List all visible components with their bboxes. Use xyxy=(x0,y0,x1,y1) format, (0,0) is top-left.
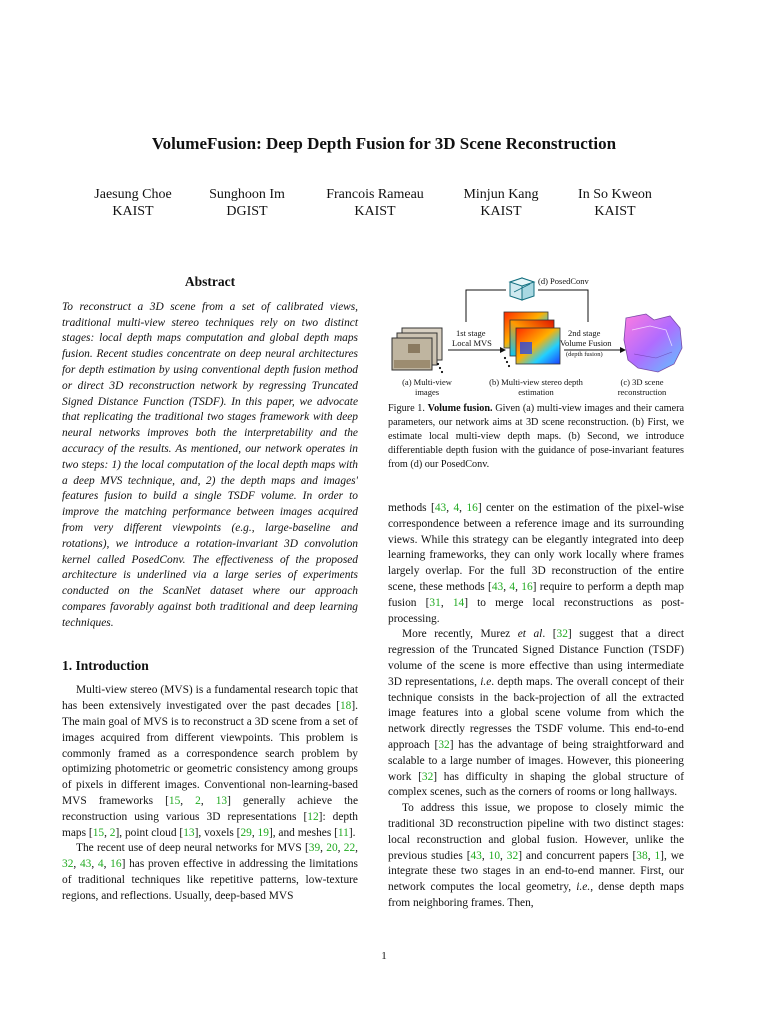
figure-1 xyxy=(388,268,688,398)
citation-link[interactable]: 13 xyxy=(183,826,195,839)
citation-link[interactable]: 4 xyxy=(97,858,104,871)
depth-maps xyxy=(504,312,560,367)
citation-link[interactable]: 19 xyxy=(257,826,269,839)
intro-paragraph-2: The recent use of deep neural networks for MVS [39, 20, 22, 32, 43, 4, 16] has proven effective in addressing the limitations of traditional techniques like repetitive patterns, low-texture regions, and reflections. Usually, deep-based MVS xyxy=(62,842,358,902)
citation-link[interactable]: 32 xyxy=(506,849,519,862)
paper-title: VolumeFusion: Deep Depth Fusion for 3D Scene Reconstruction xyxy=(151,134,617,153)
citation-link[interactable]: 43 xyxy=(470,849,482,862)
author xyxy=(182,186,312,220)
author-affiliation: KAIST xyxy=(594,204,636,219)
author xyxy=(310,186,440,220)
citation-link[interactable]: 31 xyxy=(429,596,441,609)
citation-link[interactable]: 20 xyxy=(326,842,338,855)
citation-link[interactable]: 16 xyxy=(110,858,122,871)
author-affiliation: KAIST xyxy=(112,204,154,219)
citation-link[interactable]: 2 xyxy=(109,826,116,839)
caption-number: Figure 1. xyxy=(388,403,425,414)
caption-title: Volume fusion. xyxy=(427,403,493,414)
citation-link[interactable]: 1 xyxy=(654,849,661,862)
citation-link[interactable]: 11 xyxy=(337,826,349,839)
author-affiliation: DGIST xyxy=(226,204,268,219)
figure-1-caption xyxy=(388,402,684,472)
italic-text: et al xyxy=(517,628,543,641)
author-affiliation: KAIST xyxy=(480,204,522,219)
author xyxy=(68,186,198,220)
citation-link[interactable]: 39 xyxy=(308,842,321,855)
author-name: In So Kweon xyxy=(578,187,652,202)
citation-link[interactable]: 43 xyxy=(79,858,92,871)
intro-paragraph-1: Multi-view stereo (MVS) is a fundamental research topic that has been extensively investigated over the past decades [18]. The main goal of MVS is to reconstruct a 3D scene from a set of images acquired from different viewpoints. This problem is commonly framed as a correspondence search problem by optimizing photometric or geometric consistency among groups of pixels in different images. Conventional non-learning-based MVS frameworks [15, 2, 13] generally achieve the reconstruction using various 3D representations [12]: depth maps [15, 2], point cloud [13], voxels [29, 19], and meshes [11]. xyxy=(62,684,358,839)
multi-view-images xyxy=(392,328,443,373)
section-heading-introduction: 1. Introduction xyxy=(62,657,149,673)
caption-text: Given (a) multi-view images and their camera parameters, our network aims at 3D scene reconstruction. (b) First, we estimate local multi-view depth maps. (b) Second, we introduce differentiable depth fusion with the guidance of pose-invariant features from (d) our PosedConv. xyxy=(388,403,685,470)
citation-link[interactable]: 13 xyxy=(215,794,228,807)
citation-link[interactable]: 2 xyxy=(195,794,201,807)
author-name: Francois Rameau xyxy=(326,187,424,202)
right-column xyxy=(388,501,684,912)
citation-link[interactable]: 22 xyxy=(343,842,356,855)
author xyxy=(550,186,680,220)
author-name: Minjun Kang xyxy=(463,187,539,202)
citation-link[interactable]: 4 xyxy=(509,580,516,593)
author-name: Jaesung Choe xyxy=(94,187,172,202)
posedconv-icon xyxy=(510,278,534,300)
citation-link[interactable]: 15 xyxy=(168,794,181,807)
citation-link[interactable]: 32 xyxy=(556,628,568,641)
citation-link[interactable]: 29 xyxy=(240,826,252,839)
left-column xyxy=(62,274,358,904)
citation-link[interactable]: 4 xyxy=(453,502,460,514)
label-c-3d-scene: (c) 3D scene reconstruction xyxy=(617,377,667,397)
page-number: 1 xyxy=(381,950,387,962)
citation-link[interactable]: 18 xyxy=(339,700,352,713)
label-stage-1: 1st stage xyxy=(456,328,486,338)
citation-link[interactable]: 32 xyxy=(438,738,450,751)
label-volume-fusion: Volume Fusion xyxy=(560,338,612,348)
citation-link[interactable]: 38 xyxy=(636,849,648,862)
citation-link[interactable]: 43 xyxy=(491,580,504,593)
right-paragraph-1: methods [43, 4, 16] center on the estimation of the pixel-wise correspondence between a reference image and its surrounding views. While this strategy can be elegantly integrated into deep learning frameworks, they can only work locally where frames largely overlap. For the full 3D reconstruction of the entire scene, these methods [43, 4, 16] require to perform a depth map fusion [31, 14] to merge local reconstructions as post-processing. xyxy=(388,502,685,625)
abstract-heading: Abstract xyxy=(184,274,236,289)
right-paragraph-2: More recently, Murez et al. [32] suggest that a direct regression of the Truncated Signed Distance Function (TSDF) volume of the scene is more effective than using intermediate 3D representations, i.e. depth maps. The overall concept of their technique consists in the back-projection of all the extracted image features into a global scene volume from which the network directly regresses the TSDF volume. This end-to-end approach [32] has the advantage of being straightforward and scalable to a large number of images. However, this pioneering work [32] has difficulty in shaping the global structure of complex scenes, such as the corners of rooms or long hallways. xyxy=(388,628,685,799)
label-a-multi-view-images: (a) Multi-view images xyxy=(402,377,452,397)
label-posedconv: (d) PosedConv xyxy=(538,276,589,286)
citation-link[interactable]: 15 xyxy=(92,826,105,839)
author-affiliation: KAIST xyxy=(354,204,396,219)
right-paragraph-3: To address this issue, we propose to closely mimic the traditional 3D reconstruction pipeline with two distinct stages: local reconstruction and global fusion. However, unlike the previous studies [43, 10, 32] and concurrent papers [38, 1], we integrate these two stages in an end-to-end manner. First, our network computes the local geometry, i.e., dense depth maps from neighboring frames. Then, xyxy=(388,802,684,909)
author-list xyxy=(60,186,708,226)
author xyxy=(436,186,566,220)
label-depth-fusion: (depth fusion) xyxy=(566,351,603,358)
citation-link[interactable]: 43 xyxy=(434,502,447,514)
citation-link[interactable]: 16 xyxy=(466,502,478,514)
citation-link[interactable]: 32 xyxy=(421,770,434,783)
abstract-text: To reconstruct a 3D scene from a set of calibrated views, traditional multi-view stereo techniques rely on two distinct stages: local depth maps computation and global depth maps fusion. Recent studies concentrate on deep neural architectures for depth estimation by using conventional depth fusion method or direct 3D reconstruction network by regressing Truncated Signed Distance Function (TSDF). In this paper, we advocate that replicating the traditional two stages framework with deep neural networks improves both the interpretability and the accuracy of the results. As mentioned, our network operates in two steps: 1) the local computation of the local depth maps with a deep MVS technique, and, 2) the depth maps and images' features fusion to build a single TSDF volume. In order to improve the matching performance between images acquired from very different viewpoints (e.g., large-baseline and rotations), we introduce a rotation-invariant 3D convolution kernel called PosedConv. The effectiveness of the proposed architecture is underlined via a large series of experiments conducted on the ScanNet dataset where our approach compares favorably against both traditional and deep learning techniques. xyxy=(62,300,358,629)
citation-link[interactable]: 14 xyxy=(452,596,465,609)
citation-link[interactable]: 16 xyxy=(521,580,533,593)
label-b-multi-view-stereo: (b) Multi-view stereo depth estimation xyxy=(489,377,583,397)
scene-reconstruction xyxy=(624,314,682,372)
citation-link[interactable]: 10 xyxy=(488,849,501,862)
author-name: Sunghoon Im xyxy=(209,187,285,202)
citation-link[interactable]: 32 xyxy=(62,858,74,871)
italic-text: i.e xyxy=(480,675,492,688)
italic-text: i.e. xyxy=(576,881,591,894)
label-stage-2: 2nd stage xyxy=(568,328,601,338)
label-local-mvs: Local MVS xyxy=(452,338,492,348)
citation-link[interactable]: 12 xyxy=(307,810,319,823)
